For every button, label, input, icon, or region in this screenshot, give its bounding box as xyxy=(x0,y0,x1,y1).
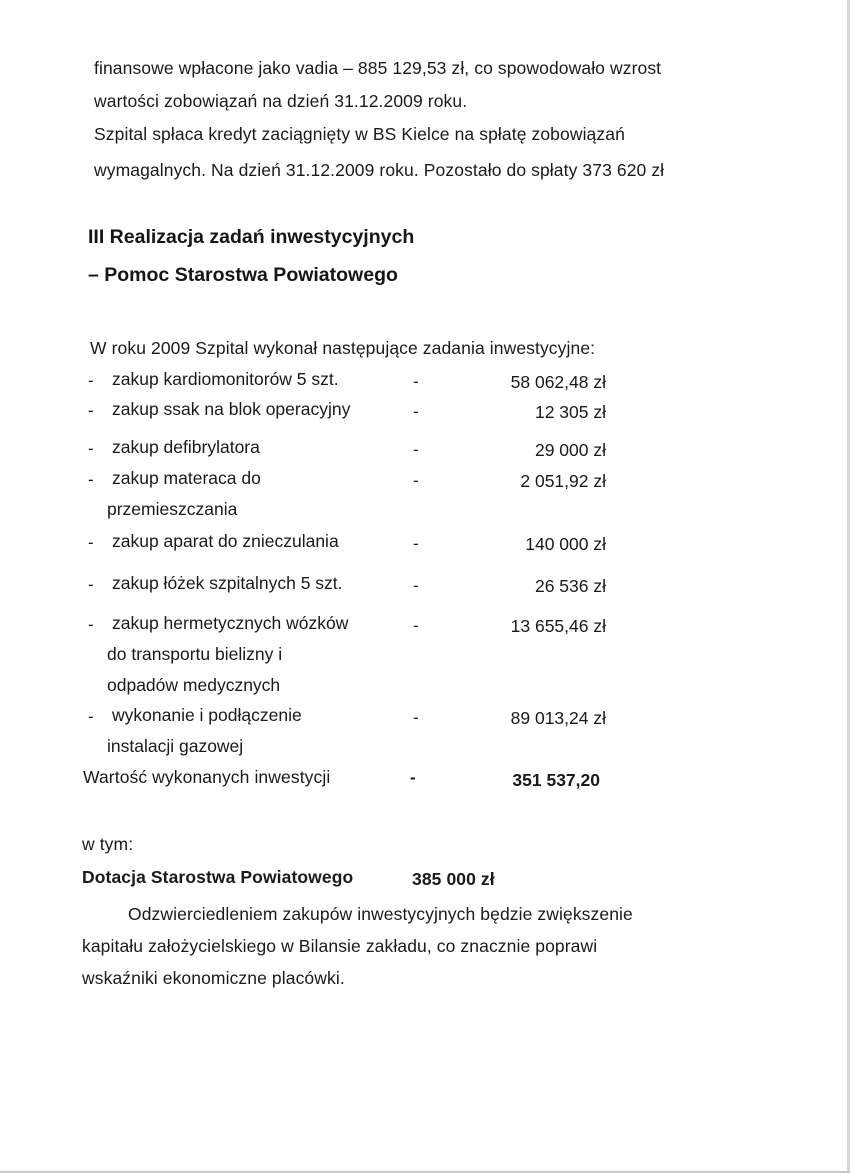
investment-separator: - xyxy=(413,372,419,391)
investment-item-text: przemieszczania xyxy=(107,499,238,519)
investment-item-text: do transportu bielizny i xyxy=(107,644,283,664)
investment-item-text: zakup hermetycznych wózków xyxy=(112,613,349,633)
total-separator: - xyxy=(410,768,416,787)
investment-item-text: zakup materaca do xyxy=(112,468,261,488)
total-label: Wartość wykonanych inwestycji xyxy=(83,767,331,787)
section-heading: III Realizacja zadań inwestycyjnych xyxy=(88,226,415,248)
list-bullet: - xyxy=(88,401,94,420)
investment-amount: 26 536 zł xyxy=(534,576,606,596)
investment-item-text: instalacji gazowej xyxy=(107,736,244,756)
investment-separator: - xyxy=(413,534,419,553)
paragraph-line: Szpital spłaca kredyt zaciągnięty w BS Kielce na spłatę zobowiązań xyxy=(94,124,625,144)
grant-amount: 385 000 zł xyxy=(412,869,495,889)
investment-item-text: wykonanie i podłączenie xyxy=(112,705,302,725)
grant-label: Dotacja Starostwa Powiatowego xyxy=(82,867,354,887)
investment-item-text: zakup aparat do znieczulania xyxy=(112,531,339,551)
investment-amount: 140 000 zł xyxy=(525,534,606,554)
investment-amount: 29 000 zł xyxy=(534,440,606,460)
list-bullet: - xyxy=(88,575,94,594)
section-subheading: – Pomoc Starostwa Powiatowego xyxy=(88,264,398,286)
list-bullet: - xyxy=(88,707,94,726)
investment-item-text: zakup kardiomonitorów 5 szt. xyxy=(112,369,339,389)
investment-separator: - xyxy=(413,616,419,635)
total-amount: 351 537,20 xyxy=(512,770,600,790)
list-bullet: - xyxy=(88,470,94,489)
paragraph-line: finansowe wpłacone jako vadia – 885 129,53 zł, co spowodowało wzrost xyxy=(94,58,662,78)
list-bullet: - xyxy=(88,533,94,552)
investment-amount: 2 051,92 zł xyxy=(520,471,606,491)
closing-line: kapitału założycielskiego w Bilansie zakładu, co znacznie poprawi xyxy=(82,936,598,956)
paragraph-line: wymagalnych. Na dzień 31.12.2009 roku. Pozostało do spłaty 373 620 zł xyxy=(94,160,665,180)
investment-separator: - xyxy=(413,708,419,727)
list-bullet: - xyxy=(88,371,94,390)
intro-text: W roku 2009 Szpital wykonał następujące zadania inwestycyjne: xyxy=(90,338,596,358)
paragraph-line: wartości zobowiązań na dzień 31.12.2009 roku. xyxy=(94,91,468,111)
investment-item-text: zakup ssak na blok operacyjny xyxy=(112,399,351,419)
investment-item-text: odpadów medycznych xyxy=(107,675,281,695)
investment-separator: - xyxy=(413,471,419,490)
list-bullet: - xyxy=(88,615,94,634)
investment-amount: 89 013,24 zł xyxy=(510,708,606,728)
closing-line: Odzwierciedleniem zakupów inwestycyjnych będzie zwiększenie xyxy=(128,904,633,924)
investment-separator: - xyxy=(413,440,419,459)
list-bullet: - xyxy=(88,439,94,458)
wtym-label: w tym: xyxy=(82,834,134,854)
investment-separator: - xyxy=(413,576,419,595)
investment-amount: 58 062,48 zł xyxy=(510,372,606,392)
investment-amount: 13 655,46 zł xyxy=(510,616,606,636)
investment-item-text: zakup łóżek szpitalnych 5 szt. xyxy=(112,573,343,593)
closing-line: wskaźniki ekonomiczne placówki. xyxy=(82,968,345,988)
investment-amount: 12 305 zł xyxy=(534,402,606,422)
investment-separator: - xyxy=(413,402,419,421)
investment-item-text: zakup defibrylatora xyxy=(112,437,260,457)
